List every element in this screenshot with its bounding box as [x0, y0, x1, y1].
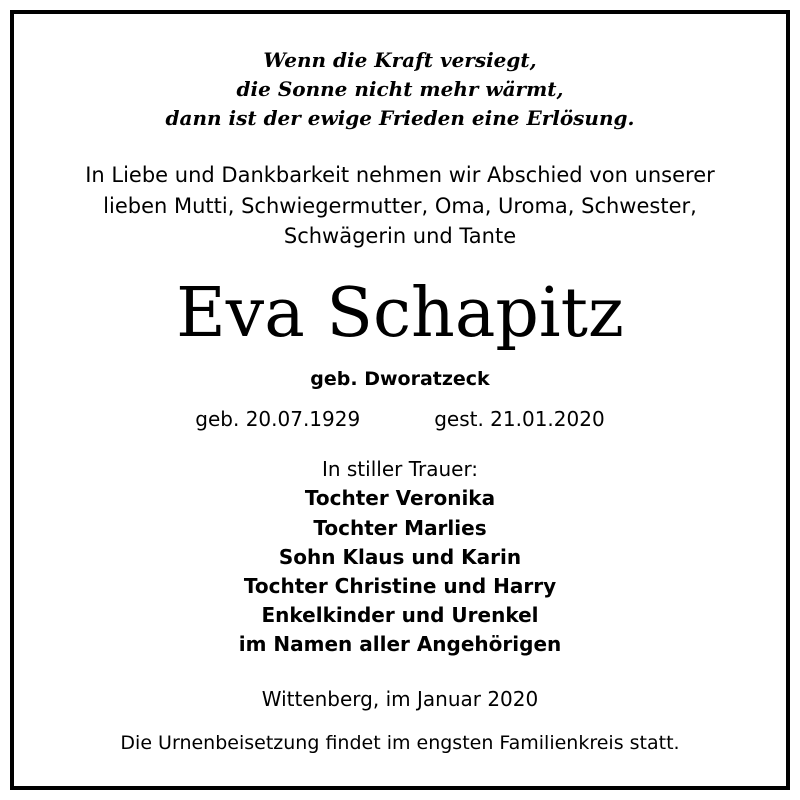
intro-line-1: In Liebe und Dankbarkeit nehmen wir Abschied von unserer: [85, 163, 715, 187]
life-dates: [14, 407, 786, 431]
place-date: Wittenberg, im Januar 2020: [261, 687, 539, 711]
mourner-line: Tochter Christine und Harry: [243, 574, 557, 598]
death-date: gest. 21.01.2020: [434, 407, 605, 431]
poem-line-2: die Sonne nicht mehr wärmt,: [236, 77, 564, 101]
mourners-heading: In stiller Trauer:: [321, 457, 479, 481]
intro-line-3: Schwägerin und Tante: [283, 224, 517, 248]
intro-line-2: lieben Mutti, Schwiegermutter, Oma, Uroma, Schwester,: [103, 194, 697, 218]
deceased-name: Eva Schapitz: [176, 274, 624, 353]
poem-line-3: dann ist der ewige Frieden eine Erlösung.: [165, 106, 635, 130]
maiden-name: geb. Dworatzeck: [310, 368, 490, 390]
obituary-notice: [10, 10, 790, 790]
mourner-line: Tochter Marlies: [313, 516, 487, 540]
poem-line-1: Wenn die Kraft versiegt,: [263, 48, 537, 72]
mourner-line: Sohn Klaus und Karin: [278, 545, 522, 569]
mourner-line: im Namen aller Angehörigen: [238, 632, 562, 656]
birth-date: geb. 20.07.1929: [195, 407, 361, 431]
mourner-line: Tochter Veronika: [304, 486, 496, 510]
burial-note: Die Urnenbeisetzung findet im engsten Familienkreis statt.: [120, 732, 680, 754]
mourner-line: Enkelkinder und Urenkel: [261, 603, 539, 627]
